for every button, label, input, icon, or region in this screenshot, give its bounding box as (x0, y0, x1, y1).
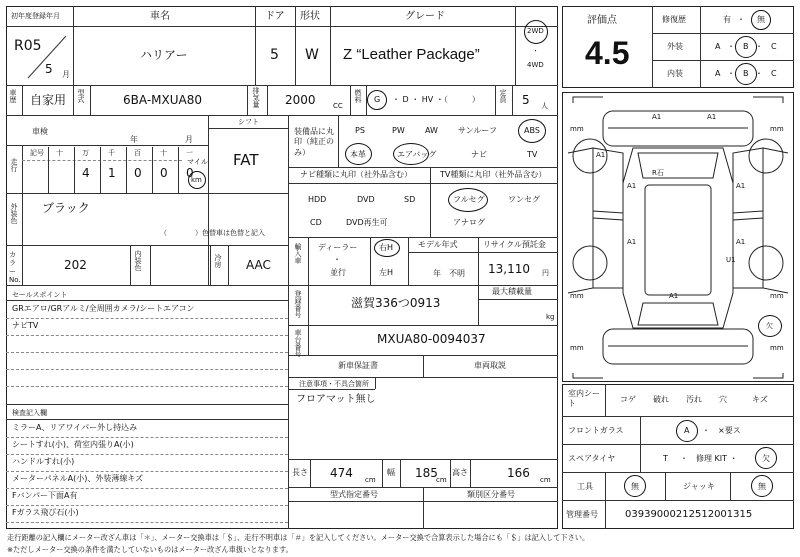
grade-dot: ・ (727, 42, 735, 51)
exterior-color-label: 外装色 (10, 203, 18, 224)
damage-mark: R石 (652, 169, 664, 177)
color-no-label: カラーNo. (9, 251, 21, 285)
interior-grade: A (715, 69, 721, 78)
mileage-divider (74, 147, 75, 193)
damage-mark: A1 (669, 292, 679, 300)
damage-mark: A1 (707, 113, 717, 121)
spare-t: T (663, 454, 668, 463)
mileage-col-header: 万 (82, 149, 89, 157)
sales-point-line: ナビTV (12, 321, 39, 330)
navi-item: CD (310, 218, 322, 227)
recycle-unit: 円 (542, 269, 549, 277)
mileage-digit: 0 (134, 166, 142, 180)
tools-value: 無 (631, 482, 639, 491)
inspector-line: ミラーA、リアワイパー外し持込み (12, 423, 138, 432)
glass-rest: ・ ×要ス (702, 426, 741, 435)
shape-label: 形状 (300, 11, 320, 22)
equipment-item: AW (425, 126, 438, 135)
footer-line-1: 走行距離の記入欄にメーター改ざん車は「＊」、メーター交換車は「＄」、走行不明車は「＃」を記入してください。メーター交換で合算表示した場合にも「＄」は記入して下さい。 (7, 533, 590, 542)
mm-tl: mm (570, 125, 584, 133)
exterior-grade: A (715, 42, 721, 51)
interior-label: 内装 (667, 69, 683, 78)
equipment-item: PS (355, 126, 365, 135)
mileage-unit-mile: マイル (187, 158, 208, 166)
equipment-item: エアバッグ (397, 150, 437, 159)
width-label: 幅 (387, 468, 395, 477)
class-label: 類別区分番号 (467, 490, 515, 499)
max-load-label: 最大積載量 (492, 287, 532, 296)
first-reg-month: 5 (45, 62, 53, 76)
model: 6BA-MXUA80 (123, 93, 202, 107)
navi-item: SD (404, 195, 416, 204)
import-label: 輸入車 (294, 243, 302, 264)
capacity-unit: 人 (541, 102, 548, 110)
ac: AAC (246, 258, 271, 272)
inspection-month: 月 (185, 135, 193, 144)
grade-dot: ・ (755, 69, 763, 78)
chassis-label: 車台番号 (294, 329, 302, 357)
inspection-label: 車検 (32, 127, 48, 136)
width: 185 (415, 466, 438, 480)
equipment-item: サンルーフ (458, 126, 497, 135)
damage-mark: 欠 (766, 322, 773, 330)
navi-item: DVD再生可 (346, 218, 388, 227)
repair-dot: ・ (737, 15, 745, 24)
mm-bl: mm (570, 344, 584, 352)
doors: 5 (270, 47, 279, 63)
inspector-rule (6, 488, 288, 489)
tools-label: 工具 (577, 482, 593, 491)
damage-mark: A1 (736, 238, 746, 246)
damage-mark: A1 (736, 182, 746, 190)
mileage-col-header: 千 (108, 149, 115, 157)
navi-item: DVD (357, 195, 375, 204)
damage-mark: A1 (627, 238, 637, 246)
ac-label: 冷房 (214, 254, 222, 268)
tv-item: フルセグ (453, 195, 485, 204)
capacity: 5 (522, 93, 530, 107)
length-label: 長さ (292, 468, 308, 477)
recycle-label: リサイクル預託金 (483, 240, 546, 249)
door-label: ドア (265, 11, 285, 22)
mileage-divider (126, 147, 127, 193)
fuel-g: G (374, 95, 381, 104)
repair-yes: 有 (723, 15, 731, 24)
model-year-label: モデル年式 (418, 240, 458, 249)
first-reg-label: 初年度登録年月 (11, 12, 60, 20)
exterior-color: ブラック (42, 201, 90, 215)
inspector-line: Fガラス飛び石(小) (12, 508, 79, 517)
fuel-options: ・ D ・ HV ・（ ） (392, 95, 480, 104)
chassis: MXUA80-0094037 (377, 332, 486, 346)
mileage-divider (48, 147, 49, 193)
parallel: 並行 (330, 268, 346, 277)
interior-sheet-item: コゲ (620, 395, 636, 404)
shape: W (305, 47, 319, 63)
repair-label: 修復歴 (662, 15, 686, 24)
tv-label: TV種類に丸印（社外品含む） (440, 170, 547, 179)
notes-label: 注意事項・不具合箇所 (299, 380, 369, 388)
left-h: 左H (379, 268, 394, 277)
car-name-label: 車名 (150, 11, 170, 22)
mgmt-value: 03939000212512001315 (625, 509, 753, 520)
mileage-col-header: 一 (186, 149, 193, 157)
grade: Z “Leather Package” (343, 46, 480, 63)
drive-dot: ・ (532, 47, 539, 55)
score-value: 4.5 (585, 35, 630, 71)
type-spec-label: 型式指定番号 (330, 490, 378, 499)
mileage-col-header: 記号 (30, 149, 44, 157)
sales-point-rule (6, 369, 288, 370)
interior-sheet-label: 室内シート (568, 389, 600, 409)
dealer: ディーラー (318, 243, 358, 252)
score-label: 評価点 (587, 15, 617, 26)
notes: フロアマット無し (296, 394, 376, 405)
height-cm: cm (540, 476, 551, 484)
drive-4wd: 4WD (527, 61, 544, 69)
category: 自家用 (30, 93, 67, 107)
car-diagram (563, 93, 793, 381)
inspector-rule (6, 454, 288, 455)
capacity-label: 定員 (499, 89, 507, 103)
max-load-kg: kg (546, 313, 555, 321)
equipment-item: ナビ (471, 150, 487, 159)
recycle: 13,110 (488, 262, 530, 276)
shift: FAT (233, 151, 259, 169)
displacement: 2000 (285, 93, 316, 107)
length-cm: cm (365, 476, 376, 484)
equipment-item: TV (527, 150, 538, 159)
spare-missing: 欠 (762, 454, 770, 463)
length: 474 (330, 466, 353, 480)
mileage-digit: 0 (186, 166, 194, 180)
mileage-divider (152, 147, 153, 193)
mileage-label: 走行 (10, 158, 18, 172)
mileage-divider (100, 147, 101, 193)
sales-points-label: セールスポイント (12, 291, 68, 299)
interior-grade: C (771, 69, 777, 78)
mileage-digit: 0 (160, 166, 168, 180)
equipment-item: ABS (524, 126, 540, 135)
plate: 滋賀336つ0913 (351, 296, 441, 310)
model-year: 年 不明 (433, 269, 465, 278)
height: 166 (507, 466, 530, 480)
interior-sheet-item: キズ (752, 395, 768, 404)
sales-point-line: GRエアロ/GRアルミ/全周囲カメラ/シートエアコン (12, 304, 195, 313)
jack-label: ジャッキ (683, 482, 715, 491)
repair-no: 無 (757, 15, 765, 24)
inspector-line: ハンドルすれ(小) (12, 457, 75, 466)
color-no: 202 (64, 258, 87, 272)
mileage-col-header: 十 (56, 149, 63, 157)
inspector-line: Fバンパー下面A有 (12, 491, 78, 500)
registration-label: 登録番号 (294, 290, 302, 318)
color-change-note: （ ）色替車は色替と記入 (160, 229, 265, 237)
inspection-year: 年 (130, 135, 138, 144)
damage-mark: U1 (726, 256, 736, 264)
mileage-divider (178, 147, 179, 193)
interior-sheet-item: 汚れ (686, 395, 702, 404)
grade-label: グレード (405, 11, 445, 22)
mileage-digit: 1 (108, 166, 116, 180)
jack-value: 無 (758, 482, 766, 491)
sales-point-rule (6, 386, 288, 387)
mileage-col-header: 百 (134, 149, 141, 157)
mileage-unit-km: km (191, 176, 202, 184)
width-cm: cm (436, 476, 447, 484)
warranty: 新車保証書 (338, 361, 378, 370)
footer-line-2: ※ただしメーター交換の条件を満たしていないものはメーター改ざん車扱いとなります。 (7, 545, 293, 554)
first-reg-month-unit: 月 (62, 70, 70, 79)
sales-point-rule (6, 318, 288, 319)
manual: 車両取説 (474, 361, 506, 370)
grade-dot: ・ (727, 69, 735, 78)
inspector-rule (6, 437, 288, 438)
mileage-col-header: 十 (160, 149, 167, 157)
navi-item: HDD (308, 195, 327, 204)
glass-label: フロントガラス (568, 426, 624, 435)
mm-tr: mm (770, 125, 784, 133)
sales-point-rule (6, 335, 288, 336)
height-label: 高さ (452, 468, 468, 477)
inspector-line: メーターパネルA(小)、外装薄線キズ (12, 474, 144, 483)
displacement-label: 排気量 (252, 87, 260, 108)
spare-kit: ・ 修理 KIT ・ (680, 454, 738, 463)
navi-label: ナビ種類に丸印（社外品含む） (300, 170, 412, 179)
model-label: 型式 (77, 89, 85, 103)
mm-ml: mm (570, 292, 584, 300)
category-label: 車歴 (9, 89, 17, 103)
interior-grade: B (743, 69, 749, 78)
exterior-label: 外装 (667, 42, 683, 51)
mm-mr: mm (770, 292, 784, 300)
car-name: ハリアー (140, 48, 188, 62)
exterior-grade: B (743, 42, 749, 51)
exterior-grade: C (771, 42, 777, 51)
mileage-digit: 4 (82, 166, 90, 180)
inspector-rule (6, 471, 288, 472)
first-reg-era: R05 (14, 38, 42, 54)
inspector-rule (6, 522, 288, 523)
inspector-line: シートすれ(小)、荷室内張りA(小) (12, 440, 134, 449)
damage-mark: A1 (652, 113, 662, 121)
mm-br: mm (770, 344, 784, 352)
mgmt-label: 管理番号 (566, 510, 598, 519)
right-h: 右H (379, 243, 394, 252)
drive-2wd: 2WD (527, 27, 544, 35)
interior-color-label: 内装色 (134, 250, 142, 271)
damage-mark: A1 (627, 182, 637, 190)
sales-point-rule (6, 352, 288, 353)
tv-item: ワンセグ (508, 195, 540, 204)
tv-item: アナログ (453, 218, 485, 227)
grade-dot: ・ (755, 42, 763, 51)
equipment-item: PW (392, 126, 405, 135)
spare-label: スペアタイヤ (568, 454, 616, 463)
equipment-label: 装備品に丸印（純正のみ） (294, 127, 334, 157)
interior-sheet-item: 破れ (653, 395, 669, 404)
dealer-dot: ・ (333, 255, 341, 264)
shift-label: シフト (238, 118, 259, 126)
fuel-label: 燃料 (354, 89, 362, 103)
cc-unit: CC (333, 102, 343, 110)
inspector-label: 検査記入欄 (12, 409, 47, 417)
interior-sheet-item: 穴 (719, 395, 727, 404)
glass-a: A (684, 426, 690, 435)
equipment-item: 本革 (350, 150, 366, 159)
inspector-rule (6, 505, 288, 506)
damage-mark: A1 (596, 151, 606, 159)
